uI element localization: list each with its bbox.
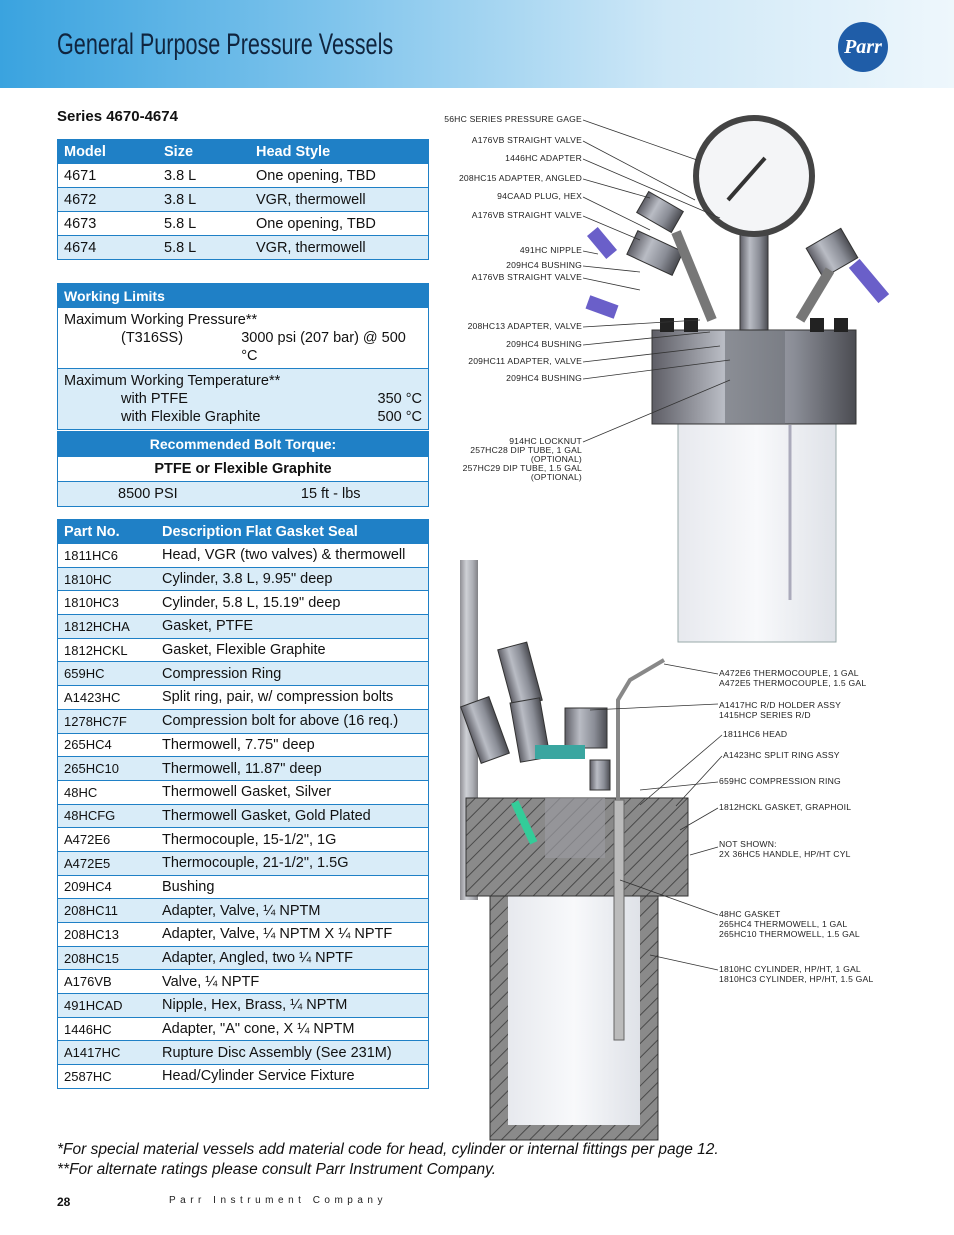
page-footer [57, 1195, 387, 1209]
col-size: Size [164, 143, 194, 160]
model-cell: 4673 [58, 212, 159, 236]
part-number-cell: 208HC15 [58, 946, 157, 970]
label-cylinder: 1810HC3 CYLINDER, HP/HT, 1.5 GAL [719, 974, 874, 984]
label-bushing: 209HC4 BUSHING [506, 260, 582, 270]
size-cell: 5.8 L [158, 236, 250, 260]
part-description-cell: Bushing [156, 875, 429, 899]
page-title: General Purpose Pressure Vessels [57, 28, 394, 61]
size-cell: 5.8 L [158, 212, 250, 236]
part-description-cell: Rupture Disc Assembly (See 231M) [156, 1041, 429, 1065]
label-straight-valve: A176VB STRAIGHT VALVE [471, 210, 582, 220]
part-description-cell: Compression Ring [156, 662, 429, 686]
part-number-cell: 2587HC [58, 1065, 157, 1089]
footnote-material: *For special material vessels add material code for head, cylinder or internal fittings per page 12. [57, 1141, 719, 1158]
part-description-cell: Thermowell, 11.87" deep [156, 757, 429, 781]
part-description-cell: Adapter, "A" cone, X ¼ NPTM [156, 1017, 429, 1041]
top-vessel-drawing [586, 118, 890, 642]
part-number-cell: A176VB [58, 970, 157, 994]
part-number-cell: 48HC [58, 780, 157, 804]
part-description-cell: Head, VGR (two valves) & thermowell [156, 544, 429, 568]
label-optional: (OPTIONAL) [530, 472, 582, 482]
part-description-cell: Head/Cylinder Service Fixture [156, 1065, 429, 1089]
part-number-cell: 1811HC6 [58, 544, 157, 568]
part-description-cell: Thermowell Gasket, Gold Plated [156, 804, 429, 828]
model-cell: 4674 [58, 236, 159, 260]
label-adapter-valve: 209HC11 ADAPTER, VALVE [468, 356, 582, 366]
pressure-value: 3000 psi (207 bar) @ 500 °C [241, 330, 406, 364]
model-cell: 4671 [58, 164, 159, 188]
col-part-no: Part No. [64, 523, 120, 540]
part-description-cell: Thermocouple, 21-1/2", 1.5G [156, 851, 429, 875]
part-number-cell: A472E5 [58, 851, 157, 875]
pressure-label: Maximum Working Pressure** [64, 312, 258, 328]
size-cell: 3.8 L [158, 164, 250, 188]
part-description-cell: Cylinder, 5.8 L, 15.19" deep [156, 591, 429, 615]
company-name: Parr Instrument Company [169, 1195, 387, 1206]
bolt-torque-psi: 8500 PSI [58, 482, 301, 507]
label-dip-tube: 257HC28 DIP TUBE, 1 GAL [470, 445, 582, 455]
col-head-style: Head Style [256, 143, 331, 160]
part-description-cell: Thermowell, 7.75" deep [156, 733, 429, 757]
part-number-cell: 1812HCHA [58, 615, 157, 639]
label-bushing: 209HC4 BUSHING [506, 339, 582, 349]
part-number-cell: 209HC4 [58, 875, 157, 899]
part-description-cell: Thermocouple, 15-1/2", 1G [156, 828, 429, 852]
head-style-cell: One opening, TBD [250, 164, 429, 188]
label-hex-plug: 94CAAD PLUG, HEX [497, 191, 582, 201]
part-number-cell: A1423HC [58, 686, 157, 710]
part-number-cell: 1446HC [58, 1017, 157, 1041]
part-number-cell: 208HC13 [58, 923, 157, 947]
label-not-shown: NOT SHOWN: [719, 839, 777, 849]
label-thermowell: 265HC4 THERMOWELL, 1 GAL [719, 919, 848, 929]
label-locknut: 914HC LOCKNUT [509, 436, 582, 446]
bottom-vessel-drawing [460, 560, 688, 1140]
pressure-material: (T316SS) [121, 330, 184, 346]
size-cell: 3.8 L [158, 188, 250, 212]
label-rd-holder: A1417HC R/D HOLDER ASSY [719, 700, 842, 710]
part-description-cell: Adapter, Angled, two ¼ NPTF [156, 946, 429, 970]
head-style-cell: VGR, thermowell [250, 236, 429, 260]
part-number-cell: 1810HC [58, 567, 157, 591]
part-description-cell: Nipple, Hex, Brass, ¼ NPTM [156, 994, 429, 1018]
label-adapter: 1446HC ADAPTER [505, 153, 582, 163]
label-straight-valve: A176VB STRAIGHT VALVE [471, 135, 582, 145]
part-number-cell: 1810HC3 [58, 591, 157, 615]
working-limits-title: Working Limits [64, 287, 165, 304]
page-number: 28 [57, 1195, 71, 1209]
label-split-ring: A1423HC SPLIT RING ASSY [723, 750, 840, 760]
label-compression-ring: 659HC COMPRESSION RING [719, 776, 841, 786]
footnote-ratings: **For alternate ratings please consult Parr Instrument Company. [57, 1161, 497, 1178]
part-number-cell: 1278HC7F [58, 709, 157, 733]
series-heading: Series 4670-4674 [57, 108, 178, 125]
part-number-cell: 1812HCKL [58, 638, 157, 662]
part-number-cell: 265HC10 [58, 757, 157, 781]
label-nipple: 491HC NIPPLE [519, 245, 582, 255]
model-cell: 4672 [58, 188, 159, 212]
part-number-cell: 659HC [58, 662, 157, 686]
parr-logo: Parr [838, 22, 888, 72]
label-48hc-gasket: 48HC GASKET [719, 909, 781, 919]
part-description-cell: Adapter, Valve, ¼ NPTM X ¼ NPTF [156, 923, 429, 947]
label-thermocouple: A472E5 THERMOCOUPLE, 1.5 GAL [719, 678, 867, 688]
part-number-cell: 208HC11 [58, 899, 157, 923]
label-pressure-gage: 56HC SERIES PRESSURE GAGE [444, 114, 582, 124]
part-number-cell: 491HCAD [58, 994, 157, 1018]
part-number-cell: A472E6 [58, 828, 157, 852]
label-thermowell: 265HC10 THERMOWELL, 1.5 GAL [719, 929, 860, 939]
label-dip-tube: 257HC29 DIP TUBE, 1.5 GAL [462, 463, 582, 473]
part-description-cell: Compression bolt for above (16 req.) [156, 709, 429, 733]
label-optional: (OPTIONAL) [530, 454, 582, 464]
bolt-torque-subtitle: PTFE or Flexible Graphite [58, 457, 429, 482]
part-description-cell: Cylinder, 3.8 L, 9.95" deep [156, 567, 429, 591]
part-number-cell: 265HC4 [58, 733, 157, 757]
part-description-cell: Thermowell Gasket, Silver [156, 780, 429, 804]
head-style-cell: One opening, TBD [250, 212, 429, 236]
part-description-cell: Valve, ¼ NPTF [156, 970, 429, 994]
temp-ptfe-value: 350 °C [377, 391, 422, 407]
part-description-cell: Gasket, Flexible Graphite [156, 638, 429, 662]
footnotes [57, 1140, 719, 1180]
label-rd-series: 1415HCP SERIES R/D [719, 710, 811, 720]
label-gasket-graphoil: 1812HCKL GASKET, GRAPHOIL [719, 802, 852, 812]
label-head: 1811HC6 HEAD [723, 729, 788, 739]
temp-graphite-value: 500 °C [377, 409, 422, 425]
part-number-cell: A1417HC [58, 1041, 157, 1065]
part-description-cell: Adapter, Valve, ¼ NPTM [156, 899, 429, 923]
bolt-torque-value: 15 ft - lbs [301, 482, 429, 507]
col-model: Model [64, 143, 106, 160]
label-handle: 2X 36HC5 HANDLE, HP/HT CYL [719, 849, 851, 859]
temp-graphite-label: with Flexible Graphite [121, 409, 261, 425]
bolt-torque-title: Recommended Bolt Torque: [149, 436, 337, 452]
part-description-cell: Split ring, pair, w/ compression bolts [156, 686, 429, 710]
temperature-label: Maximum Working Temperature** [64, 373, 281, 389]
head-style-cell: VGR, thermowell [250, 188, 429, 212]
col-description: Description Flat Gasket Seal [162, 523, 358, 540]
part-description-cell: Gasket, PTFE [156, 615, 429, 639]
label-straight-valve: A176VB STRAIGHT VALVE [471, 272, 582, 282]
label-adapter-valve: 208HC13 ADAPTER, VALVE [467, 321, 582, 331]
label-bushing: 209HC4 BUSHING [506, 373, 582, 383]
label-adapter-angled: 208HC15 ADAPTER, ANGLED [458, 173, 582, 183]
label-thermocouple: A472E6 THERMOCOUPLE, 1 GAL [719, 668, 859, 678]
label-cylinder: 1810HC CYLINDER, HP/HT, 1 GAL [719, 964, 861, 974]
temp-ptfe-label: with PTFE [121, 391, 188, 407]
part-number-cell: 48HCFG [58, 804, 157, 828]
